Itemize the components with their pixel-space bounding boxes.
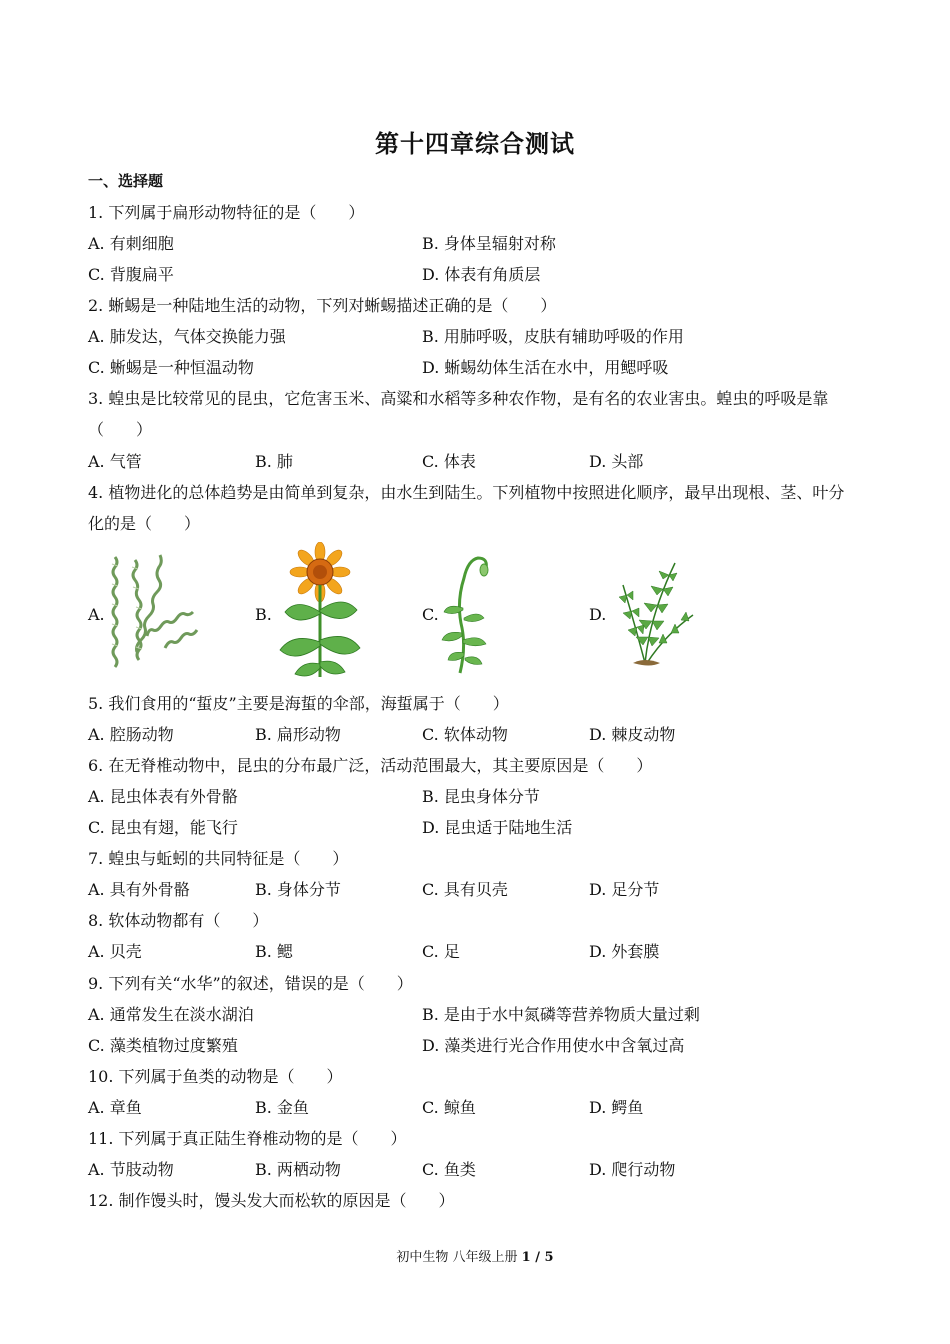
question-7: 7. 蝗虫与蚯蚓的共同特征是（ ） <box>88 849 349 868</box>
q6-option-d: D. 昆虫适于陆地生活 <box>422 818 573 837</box>
section-heading: 一、选择题 <box>88 172 164 190</box>
page-separator: / <box>530 1250 545 1265</box>
q7-option-b: B. 身体分节 <box>255 880 341 899</box>
q6-option-b: B. 昆虫身体分节 <box>422 787 540 806</box>
question-6: 6. 在无脊椎动物中，昆虫的分布最广泛，活动范围最大，其主要原因是（ ） <box>88 756 653 775</box>
q5-option-c: C. 软体动物 <box>422 725 508 744</box>
q9-option-b: B. 是由于水中氮磷等营养物质大量过剩 <box>422 1005 700 1024</box>
q6-option-a: A. 昆虫体表有外骨骼 <box>88 787 238 806</box>
q6-option-c: C. 昆虫有翅，能飞行 <box>88 818 238 837</box>
page-title: 第十四章综合测试 <box>375 129 575 158</box>
alga-icon <box>105 552 205 672</box>
q8-option-d: D. 外套膜 <box>589 942 660 961</box>
q9-option-a: A. 通常发生在淡水湖泊 <box>88 1005 254 1024</box>
q3-option-b: B. 肺 <box>255 452 293 471</box>
q9-option-d: D. 藻类进行光合作用使水中含氧过高 <box>422 1036 685 1055</box>
sunflower-icon <box>275 542 365 682</box>
moss-icon <box>438 548 498 678</box>
q5-option-b: B. 扁形动物 <box>255 725 341 744</box>
q10-option-b: B. 金鱼 <box>255 1098 309 1117</box>
question-5: 5. 我们食用的“蜇皮”主要是海蜇的伞部，海蜇属于（ ） <box>88 694 509 713</box>
q2-option-b: B. 用肺呼吸，皮肤有辅助呼吸的作用 <box>422 327 684 346</box>
question-4: 4. 植物进化的总体趋势是由简单到复杂，由水生到陆生。下列植物中按照进化顺序，最早出现根、茎、叶分 <box>88 483 845 502</box>
question-12: 12. 制作馒头时，馒头发大而松软的原因是（ ） <box>88 1191 455 1210</box>
question-9: 9. 下列有关“水华”的叙述，错误的是（ ） <box>88 974 413 993</box>
q7-option-c: C. 具有贝壳 <box>422 880 508 899</box>
question-11: 11. 下列属于真正陆生脊椎动物的是（ ） <box>88 1129 407 1148</box>
q4-option-c: C. <box>422 605 439 624</box>
question-10: 10. 下列属于鱼类的动物是（ ） <box>88 1067 343 1086</box>
question-3: 3. 蝗虫是比较常见的昆虫，它危害玉米、高粱和水稻等多种农作物，是有名的农业害虫。蝗虫的呼吸是靠 <box>88 389 829 408</box>
question-3-cont: （ ） <box>88 420 153 439</box>
q10-option-d: D. 鳄鱼 <box>589 1098 644 1117</box>
page-footer <box>0 1246 950 1265</box>
q1-option-d: D. 体表有角质层 <box>422 265 541 284</box>
q1-option-b: B. 身体呈辐射对称 <box>422 234 556 253</box>
q10-option-c: C. 鲸鱼 <box>422 1098 476 1117</box>
question-1: 1. 下列属于扁形动物特征的是（ ） <box>88 203 365 222</box>
q2-option-d: D. 蜥蜴幼体生活在水中，用鳃呼吸 <box>422 358 669 377</box>
q11-option-a: A. 节肢动物 <box>88 1160 174 1179</box>
question-8: 8. 软体动物都有（ ） <box>88 911 269 930</box>
q7-option-a: A. 具有外骨骼 <box>88 880 190 899</box>
q8-option-a: A. 贝壳 <box>88 942 142 961</box>
fern-icon <box>605 555 700 670</box>
q5-option-d: D. 棘皮动物 <box>589 725 676 744</box>
q3-option-d: D. 头部 <box>589 452 644 471</box>
footer-text: 初中生物 八年级上册 <box>396 1250 522 1265</box>
q8-option-b: B. 鳃 <box>255 942 293 961</box>
q4-option-d: D. <box>589 605 607 624</box>
q1-option-a: A. 有刺细胞 <box>88 234 174 253</box>
q11-option-d: D. 爬行动物 <box>589 1160 676 1179</box>
page-total: 5 <box>544 1250 554 1265</box>
q3-option-a: A. 气管 <box>88 452 142 471</box>
q8-option-c: C. 足 <box>422 942 460 961</box>
q2-option-a: A. 肺发达，气体交换能力强 <box>88 327 286 346</box>
page-number: 1 <box>521 1250 531 1265</box>
q4-option-a: A. <box>88 605 105 624</box>
q3-option-c: C. 体表 <box>422 452 476 471</box>
q1-option-c: C. 背腹扁平 <box>88 265 174 284</box>
q9-option-c: C. 藻类植物过度繁殖 <box>88 1036 238 1055</box>
question-4-cont: 化的是（ ） <box>88 514 201 533</box>
q10-option-a: A. 章鱼 <box>88 1098 142 1117</box>
q2-option-c: C. 蜥蜴是一种恒温动物 <box>88 358 254 377</box>
q7-option-d: D. 足分节 <box>589 880 660 899</box>
q5-option-a: A. 腔肠动物 <box>88 725 174 744</box>
q11-option-b: B. 两栖动物 <box>255 1160 341 1179</box>
q11-option-c: C. 鱼类 <box>422 1160 476 1179</box>
q4-option-b: B. <box>255 605 272 624</box>
question-2: 2. 蜥蜴是一种陆地生活的动物，下列对蜥蜴描述正确的是（ ） <box>88 296 557 315</box>
